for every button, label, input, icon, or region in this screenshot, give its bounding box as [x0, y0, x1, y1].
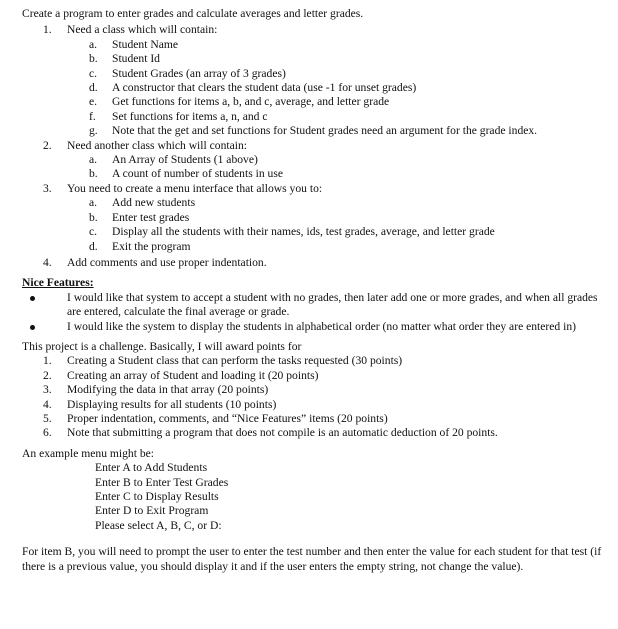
- sub-text: A constructor that clears the student data (use -1 for unset grades): [112, 81, 417, 95]
- sub-text: Display all the students with their names, ids, test grades, average, and letter grade: [112, 225, 495, 239]
- sub-item: [67, 167, 608, 181]
- requirement-item: [22, 23, 608, 138]
- assignment-document: [22, 7, 608, 574]
- bullet-text: I would like the system to display the students in alphabetical order (no matter what order they are entered in): [67, 319, 576, 333]
- sub-item: [67, 225, 608, 239]
- item-text: Need another class which will contain:: [67, 138, 247, 152]
- item-number: 1.: [43, 23, 52, 37]
- sub-letter: d.: [89, 81, 98, 95]
- points-item: [22, 383, 608, 397]
- item-text: You need to create a menu interface that allows you to:: [67, 181, 323, 195]
- sub-letter: b.: [89, 210, 98, 224]
- item-text: Add comments and use proper indentation.: [67, 255, 267, 269]
- sub-list: [67, 153, 608, 182]
- sub-text: A count of number of students in use: [112, 167, 283, 181]
- menu-line: Enter B to Enter Test Grades: [95, 475, 229, 489]
- sub-item: [67, 211, 608, 225]
- sub-text: Add new students: [112, 196, 196, 210]
- requirements-list: [22, 23, 608, 270]
- sub-letter: b.: [89, 52, 98, 66]
- sub-item: [67, 52, 608, 66]
- sub-text: Enter test grades: [112, 210, 190, 224]
- item-number: 2.: [43, 368, 52, 382]
- sub-item: [67, 124, 608, 138]
- sub-letter: a.: [89, 196, 98, 210]
- requirement-item: [22, 139, 608, 182]
- points-item: [22, 412, 608, 426]
- sub-item: [67, 153, 608, 167]
- points-item: [22, 369, 608, 383]
- points-item: [22, 398, 608, 412]
- intro-text: Create a program to enter grades and calculate averages and letter grades.: [22, 7, 364, 20]
- sub-item: [67, 38, 608, 52]
- sub-letter: d.: [89, 239, 98, 253]
- sub-letter: e.: [89, 95, 98, 109]
- sub-item: [67, 81, 608, 95]
- sub-item: [67, 67, 608, 81]
- item-number: 2.: [43, 138, 52, 152]
- nice-features-list: [22, 291, 608, 334]
- menu-line: Enter C to Display Results: [95, 490, 219, 503]
- sub-letter: a.: [89, 153, 98, 167]
- item-text: Creating a Student class that can perform the tasks requested (30 points): [67, 354, 403, 368]
- item-number: 1.: [43, 354, 52, 368]
- sub-list: [67, 38, 608, 139]
- item-text: Displaying results for all students (10 points): [67, 397, 277, 411]
- item-number: 5.: [43, 411, 52, 425]
- menu-line: Enter D to Exit Program: [95, 504, 209, 518]
- sub-text: Exit the program: [112, 239, 191, 253]
- bullet-icon: [30, 325, 35, 330]
- sub-text: Student Name: [112, 37, 179, 51]
- item-number: 4.: [43, 397, 52, 411]
- sub-item: [67, 196, 608, 210]
- sub-item: [67, 240, 608, 254]
- item-text: Need a class which will contain:: [67, 23, 218, 37]
- sub-item: [67, 95, 608, 109]
- points-list: [22, 354, 608, 440]
- item-number: 6.: [43, 426, 52, 440]
- sub-letter: b.: [89, 167, 98, 181]
- bullet-item: [22, 291, 608, 320]
- bullet-icon: [30, 296, 35, 301]
- menu-line: Enter A to Add Students: [95, 461, 208, 475]
- item-text: Modifying the data in that array (20 points): [67, 383, 269, 397]
- sub-letter: c.: [89, 66, 98, 80]
- sub-text: Set functions for items a, n, and c: [112, 109, 268, 123]
- sub-letter: c.: [89, 225, 98, 239]
- example-intro: An example menu might be:: [22, 446, 155, 460]
- sub-text: An Array of Students (1 above): [112, 153, 258, 167]
- item-number: 3.: [43, 383, 52, 397]
- requirement-item: [22, 256, 608, 270]
- points-item: [22, 354, 608, 368]
- closing-paragraph: For item B, you will need to prompt the user to enter the test number and then enter the value for each student for that test (if there is a previous value, you should display it and if the user enters the empty string, not change the value).: [22, 545, 602, 573]
- sub-text: Get functions for items a, b, and c, average, and letter grade: [112, 95, 390, 109]
- sub-item: [67, 110, 608, 124]
- sub-letter: f.: [89, 109, 96, 123]
- nice-features-heading: Nice Features:: [22, 276, 94, 290]
- item-text: Creating an array of Student and loading it (20 points): [67, 368, 319, 382]
- item-text: Note that submitting a program that does not compile is an automatic deduction of 20 points.: [67, 426, 498, 440]
- points-item: [22, 426, 608, 440]
- example-menu: [95, 461, 608, 533]
- points-intro: This project is a challenge. Basically, I will award points for: [22, 339, 302, 353]
- item-text: Proper indentation, comments, and “Nice Features” items (20 points): [67, 411, 388, 425]
- requirement-item: [22, 182, 608, 254]
- sub-letter: a.: [89, 37, 98, 51]
- sub-list: [67, 196, 608, 254]
- sub-text: Student Grades (an array of 3 grades): [112, 66, 286, 80]
- sub-text: Note that the get and set functions for Student grades need an argument for the grade index.: [112, 124, 538, 138]
- sub-letter: g.: [89, 124, 98, 138]
- menu-line: Please select A, B, C, or D:: [95, 518, 222, 532]
- bullet-item: [22, 320, 608, 334]
- item-number: 4.: [43, 255, 52, 269]
- bullet-text: I would like that system to accept a student with no grades, then later add one or more grades, and when all grades are entered, calculate the final average or grade.: [67, 290, 598, 319]
- item-number: 3.: [43, 181, 52, 195]
- sub-text: Student Id: [112, 52, 160, 66]
